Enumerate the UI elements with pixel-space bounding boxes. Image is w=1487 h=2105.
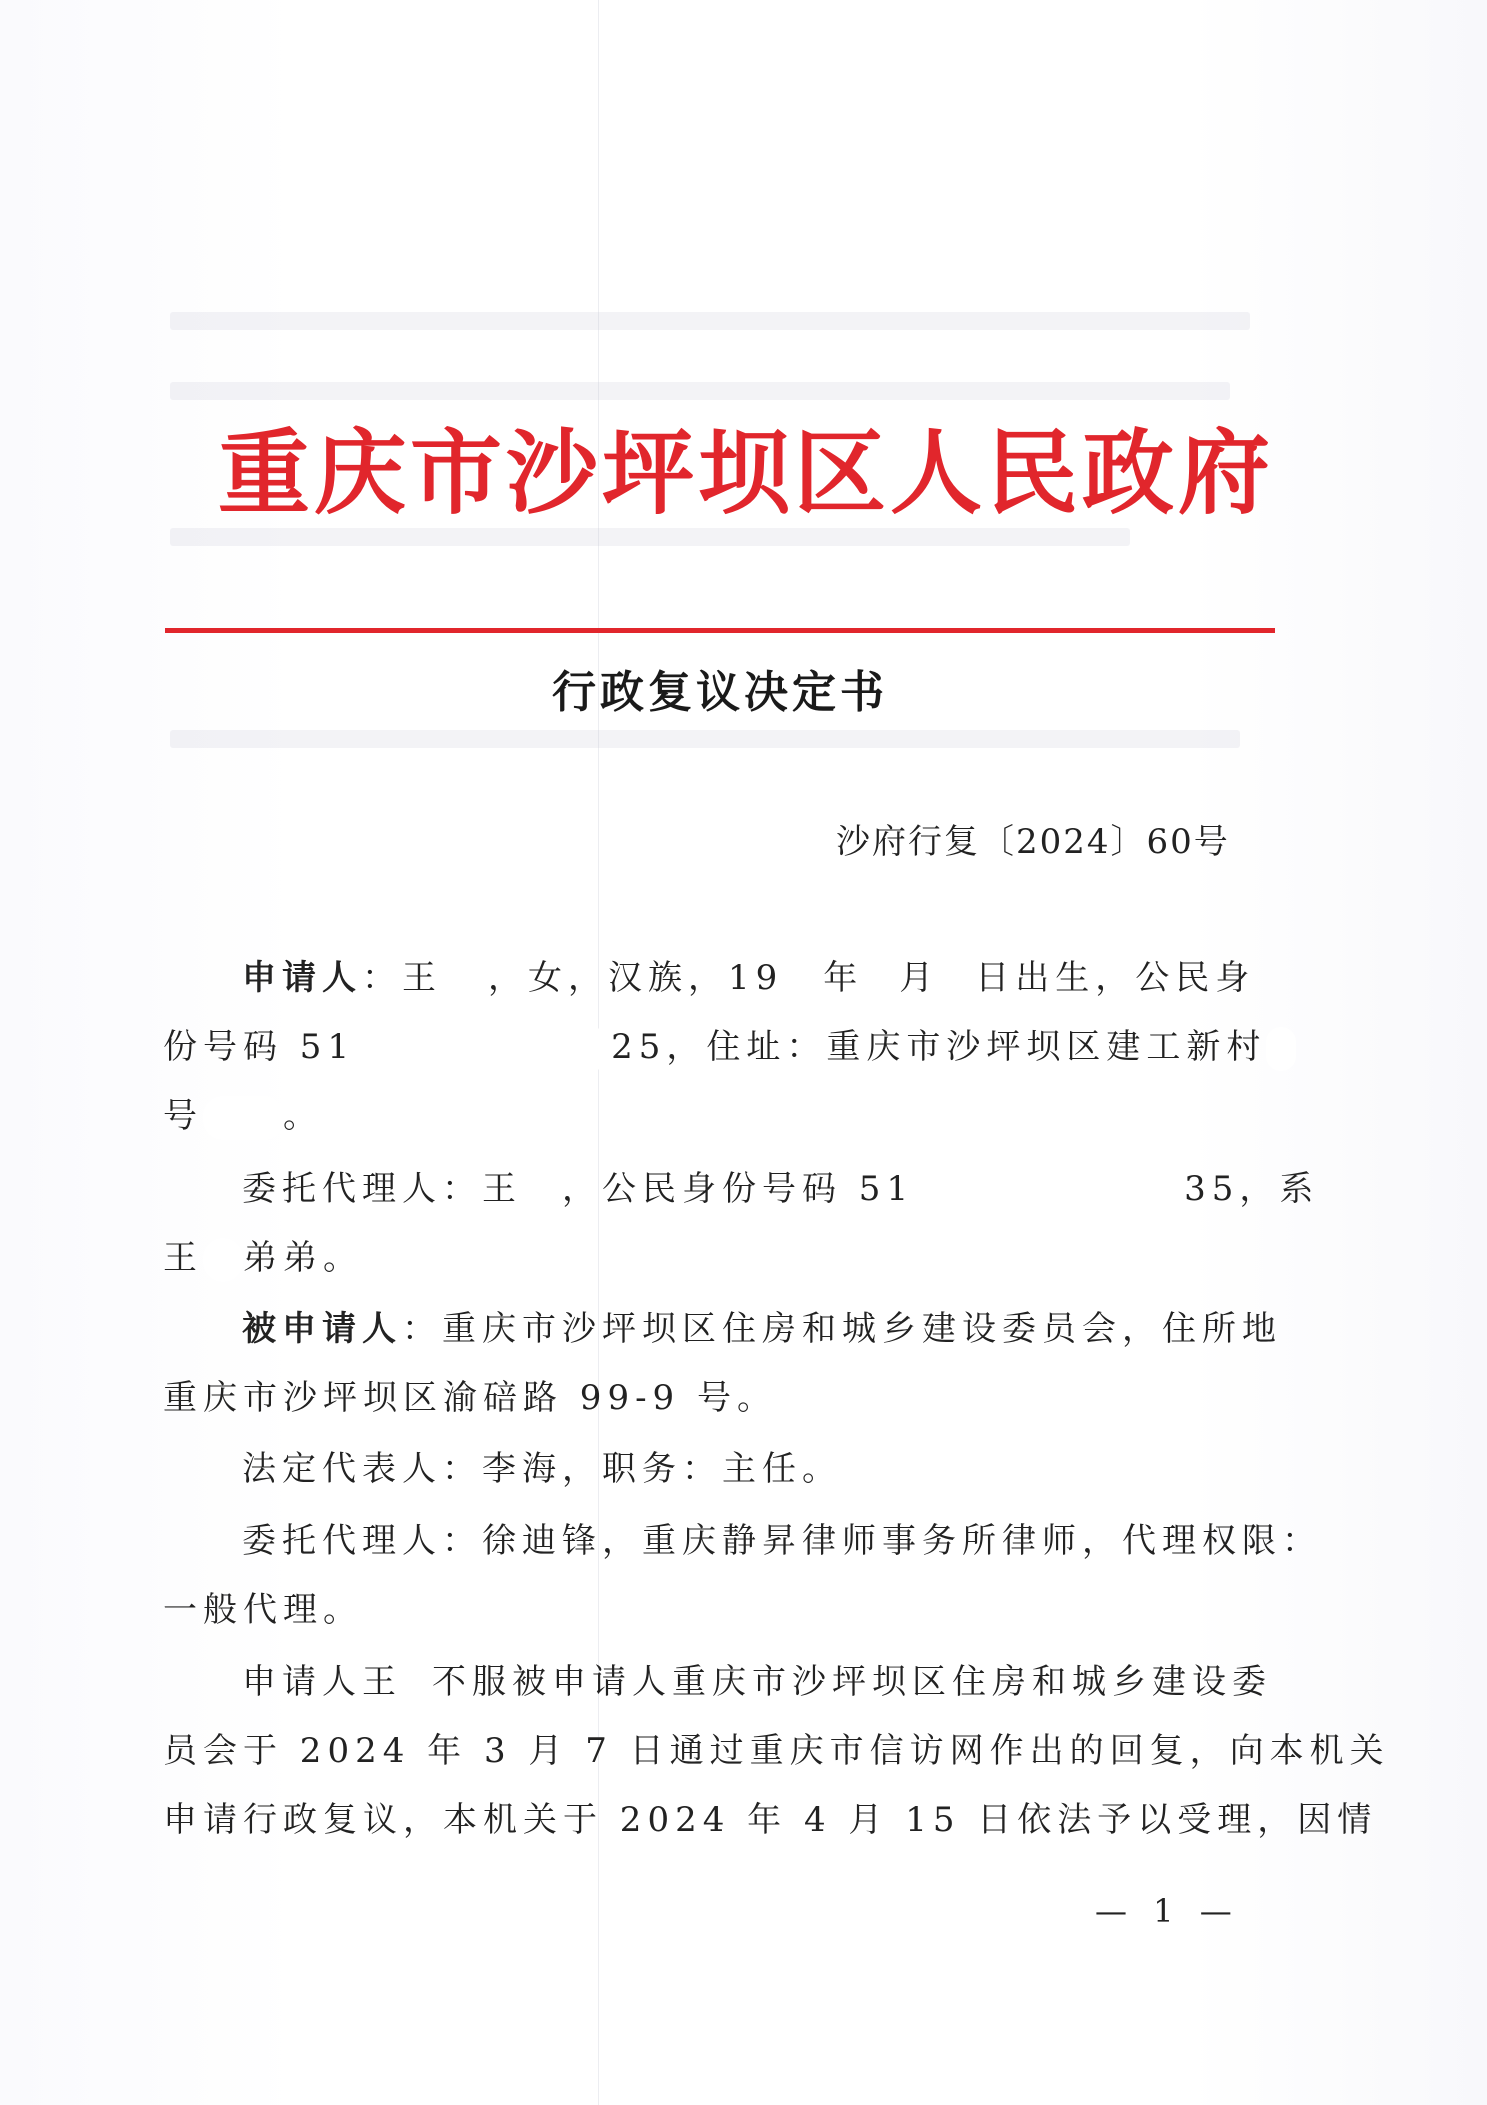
redaction-mask: [783, 958, 823, 1002]
red-header-rule: [165, 628, 1275, 633]
body-line-1: 申请人王 不服被申请人重庆市沙坪坝区住房和城乡建设委: [242, 1657, 1275, 1707]
redaction-mask: [522, 1169, 562, 1213]
respondent-line-2: 重庆市沙坪坝区渝碚路 99-9 号。: [163, 1378, 777, 1418]
agent-line-1: 委托代理人：王 ，公民身份号码 51 35，系: [242, 1164, 1275, 1214]
issuing-authority-title: 重庆市沙坪坝区人民政府: [218, 419, 1275, 527]
redaction-mask: [1266, 1027, 1296, 1071]
redaction-mask: [355, 1027, 611, 1071]
applicant-label: 申请人: [242, 958, 362, 998]
redaction-mask: [402, 1662, 432, 1706]
bleed-through-text: [170, 312, 1250, 330]
redaction-mask: [442, 958, 488, 1002]
redaction-mask: [863, 958, 899, 1002]
applicant-line-2: 份号码 51 25，住址：重庆市沙坪坝区建工新村: [163, 1022, 1275, 1072]
bleed-through-text: [170, 528, 1130, 546]
page-number: — 1 —: [1095, 1892, 1240, 1930]
bleed-through-text: [170, 382, 1230, 400]
redaction-mask: [939, 958, 975, 1002]
respondent-label: 被申请人: [242, 1309, 402, 1349]
legal-representative: 法定代表人：李海，职务：主任。: [242, 1449, 842, 1489]
document-number: 沙府行复〔2024〕60号: [836, 822, 1230, 862]
body-line-3: 申请行政复议，本机关于 2024 年 4 月 15 日依法予以受理，因情: [163, 1800, 1378, 1840]
redaction-mask: [203, 1096, 283, 1140]
agent2-line-1: 委托代理人：徐迪锋，重庆静昇律师事务所律师，代理权限：: [242, 1521, 1322, 1561]
bleed-through-text: [170, 730, 1240, 748]
agent2-line-2: 一般代理。: [163, 1590, 363, 1630]
redaction-mask: [914, 1169, 1184, 1213]
respondent-line-1: 被申请人：重庆市沙坪坝区住房和城乡建设委员会，住所地: [242, 1309, 1282, 1349]
document-title: 行政复议决定书: [552, 667, 888, 718]
body-line-2: 员会于 2024 年 3 月 7 日通过重庆市信访网作出的回复，向本机关: [163, 1731, 1390, 1771]
applicant-line-3: 号 。: [163, 1091, 1275, 1141]
agent-line-2: 王 弟弟。: [163, 1233, 1275, 1283]
applicant-line-1: 申请人：王 ，女，汉族，19 年 月 日出生，公民身: [242, 953, 1275, 1003]
redaction-mask: [203, 1238, 243, 1282]
